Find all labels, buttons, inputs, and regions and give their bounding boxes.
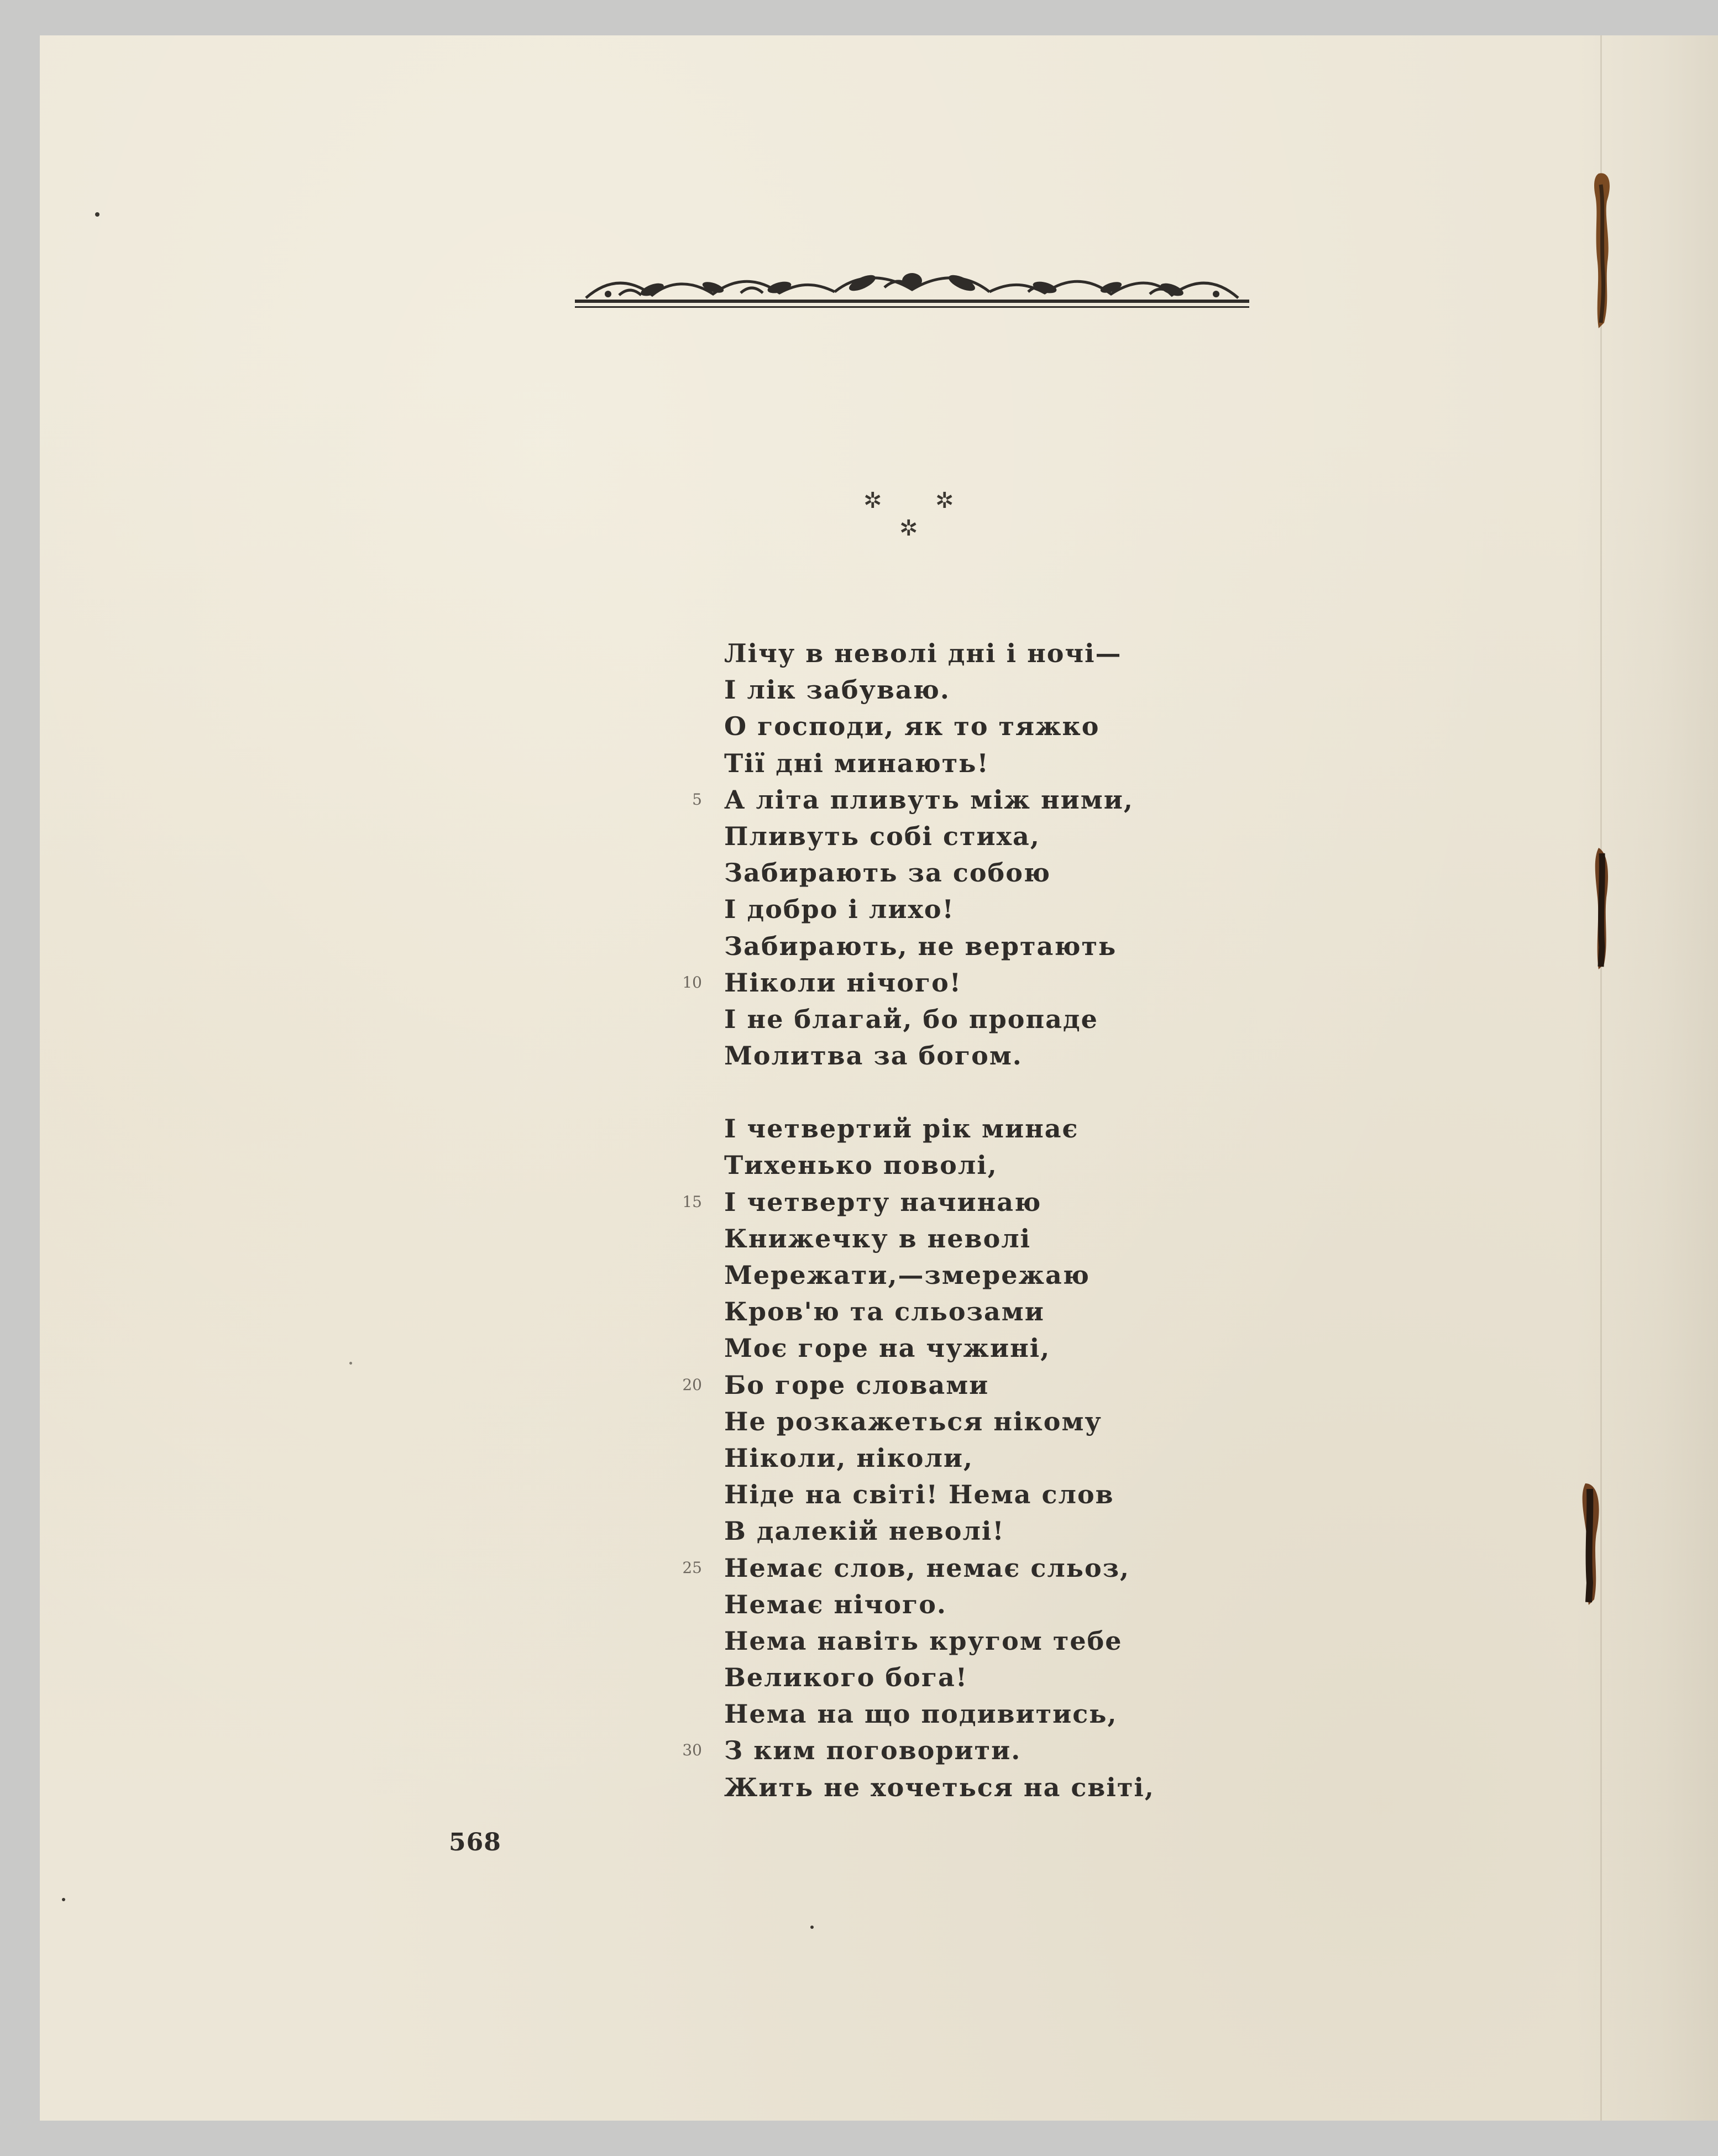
poem-line — [724, 1293, 1553, 1330]
stanza — [682, 1110, 1553, 1806]
line-text: Немає слов, немає сльоз, — [724, 1552, 1130, 1583]
poem-line — [724, 1403, 1553, 1440]
line-number: 25 — [682, 1558, 702, 1577]
line-text: Моє горе на чужині, — [724, 1333, 1051, 1363]
poem-line — [692, 781, 1553, 818]
poem-line — [724, 891, 1553, 927]
poem-line — [724, 1257, 1553, 1293]
page-spine-shadow — [1574, 35, 1718, 2121]
poem-line — [724, 1330, 1553, 1366]
poem-line — [724, 1696, 1553, 1732]
stanza-break — [724, 1074, 1553, 1110]
poem-line — [724, 1623, 1553, 1659]
line-text: Ніде на світі! Нема слов — [724, 1480, 1114, 1510]
line-text: І добро і лихо! — [724, 894, 955, 925]
poem-line — [724, 854, 1553, 891]
svg-text:✲: ✲ — [899, 516, 918, 541]
poem-line — [682, 1732, 1553, 1769]
line-text: Ніколи, ніколи, — [724, 1442, 974, 1473]
line-text: О господи, як то тяжко — [724, 711, 1100, 742]
line-text: І четвертий рік минає — [724, 1114, 1079, 1144]
rust-stain-icon — [1582, 162, 1621, 339]
line-text: І не благай, бо пропаде — [724, 1004, 1098, 1034]
line-text: Нема на що подивитись, — [724, 1699, 1118, 1729]
line-text: Пливуть собі стиха, — [724, 821, 1040, 851]
poem-line — [724, 818, 1553, 854]
page-number: 568 — [449, 1828, 501, 1856]
ornament-headpiece-icon — [575, 267, 1249, 317]
poem-line — [724, 928, 1553, 964]
poem-line — [682, 1184, 1553, 1220]
line-text: Забирають за собою — [724, 858, 1051, 888]
poem-line — [724, 635, 1553, 672]
line-text: Тихенько поволі, — [724, 1150, 998, 1181]
poem-line — [724, 1513, 1553, 1549]
line-text: Бо горе словами — [724, 1370, 989, 1400]
line-text: А літа пливуть між ними, — [724, 784, 1134, 815]
gutter-fold — [1600, 35, 1602, 2121]
rust-stain-icon — [1571, 1472, 1610, 1616]
poem-line — [682, 964, 1553, 1001]
line-text: Молитва за богом. — [724, 1041, 1023, 1071]
poem-text — [682, 635, 1553, 1806]
line-text: Жить не хочеться на світі, — [724, 1772, 1155, 1802]
poem-line — [682, 1367, 1553, 1403]
line-text: З ким поговорити. — [724, 1735, 1022, 1766]
line-text: Немає нічого. — [724, 1589, 947, 1619]
line-number: 15 — [682, 1192, 702, 1211]
ink-speck — [95, 212, 99, 217]
book-page — [40, 35, 1718, 2121]
svg-text:✲: ✲ — [863, 488, 882, 513]
poem-line — [682, 1550, 1553, 1586]
line-text: Великого бога! — [724, 1662, 968, 1693]
line-text: Ніколи нічого! — [724, 967, 962, 998]
poem-line — [724, 1476, 1553, 1513]
svg-text:✲: ✲ — [935, 488, 954, 513]
poem-line — [724, 1147, 1553, 1183]
line-text: Не розкажеться нікому — [724, 1406, 1102, 1436]
line-text: Нема навіть кругом тебе — [724, 1625, 1123, 1656]
line-text: Кров'ю та сльозами — [724, 1297, 1045, 1327]
line-text: Книжечку в неволі — [724, 1223, 1031, 1253]
poem-line — [724, 1586, 1553, 1623]
poem-line — [724, 1440, 1553, 1476]
poem-line — [724, 745, 1553, 781]
line-text: В далекій неволі! — [724, 1516, 1005, 1546]
line-number: 10 — [682, 973, 702, 992]
ink-speck — [810, 1926, 814, 1929]
line-number: 20 — [682, 1375, 702, 1394]
line-number: 5 — [692, 790, 702, 809]
asterism-icon — [841, 483, 985, 544]
poem-line — [724, 672, 1553, 708]
poem-line — [724, 1769, 1553, 1806]
poem-line — [724, 1220, 1553, 1257]
line-text: Забирають, не вертають — [724, 931, 1117, 961]
rust-stain-icon — [1582, 837, 1621, 980]
poem-line — [724, 1659, 1553, 1696]
poem-line — [724, 1037, 1553, 1074]
poem-line — [724, 708, 1553, 744]
poem-line — [724, 1110, 1553, 1147]
poem-line — [724, 1001, 1553, 1037]
line-number: 30 — [682, 1741, 702, 1760]
line-text: І лік забуваю. — [724, 675, 950, 705]
line-text: Мережати,—змережаю — [724, 1260, 1090, 1290]
stanza — [682, 635, 1553, 1074]
line-text: Лічу в неволі дні і ночі— — [724, 638, 1122, 668]
ink-speck — [349, 1362, 352, 1365]
line-text: І четверту начинаю — [724, 1187, 1042, 1217]
ink-speck — [62, 1898, 65, 1901]
line-text: Тії дні минають! — [724, 748, 989, 778]
